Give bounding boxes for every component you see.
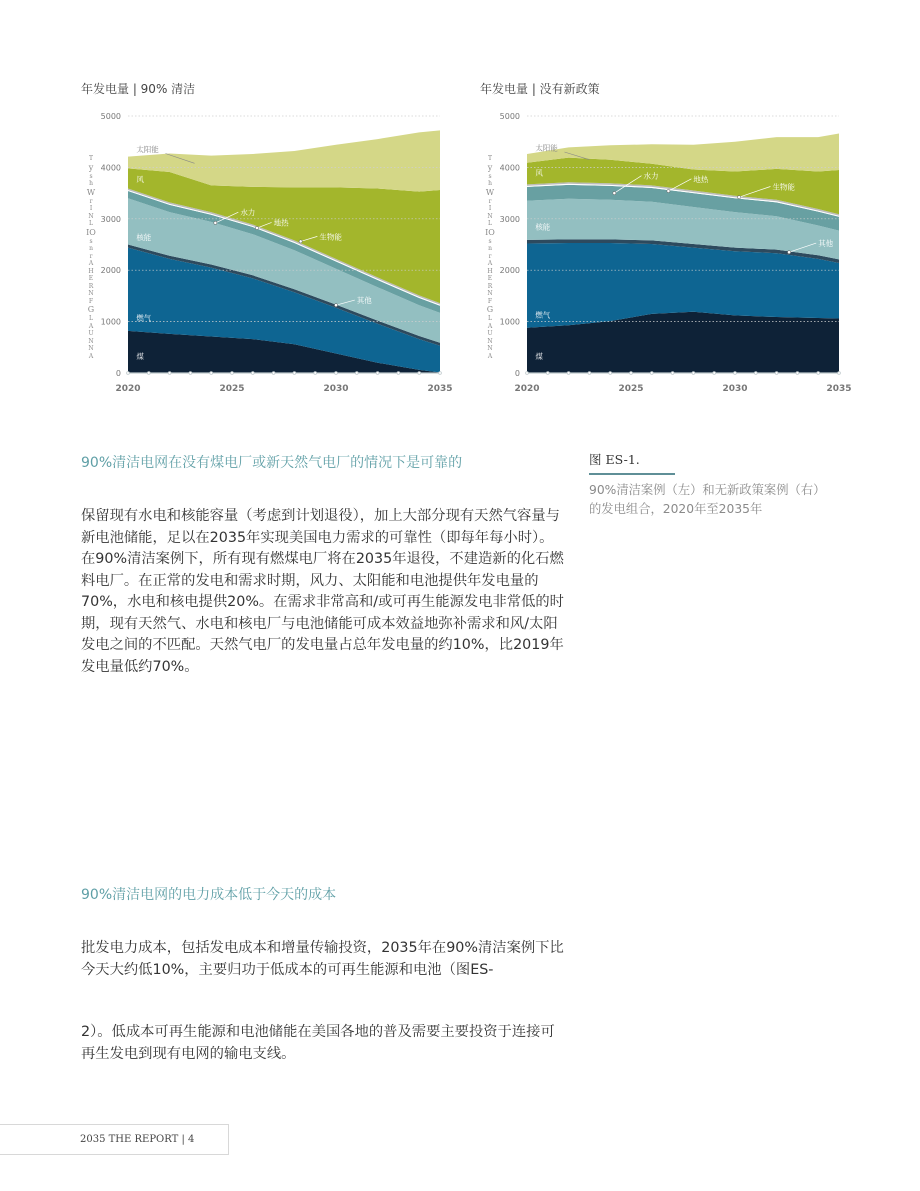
x-axis-dot <box>272 372 275 375</box>
section-heading-reliability: 90%清洁电网在没有煤电厂或新天然气电厂的情况下是可靠的 <box>81 455 463 471</box>
x-axis-dot <box>671 372 674 375</box>
y-tick-label: 4000 <box>499 163 520 173</box>
x-tick-label: 2035 <box>826 384 852 394</box>
series-label-geo: 地热 <box>693 174 709 184</box>
x-axis-dot <box>355 372 358 375</box>
x-axis-dot <box>418 372 421 375</box>
x-axis-dot <box>734 372 737 375</box>
label-marker-dot <box>787 251 790 254</box>
series-label-wind: 风 <box>535 168 543 178</box>
series-label-gas: 燃气 <box>136 313 152 323</box>
chart-right-title: 年发电量 | 没有新政策 <box>480 82 600 96</box>
x-axis-dot <box>210 372 213 375</box>
x-axis-dot <box>127 372 130 375</box>
y-tick-label: 4000 <box>100 163 121 173</box>
series-label-wind: 风 <box>136 174 144 184</box>
x-axis-dot <box>293 372 296 375</box>
x-axis-dot <box>376 372 379 375</box>
series-label-geo: 地热 <box>273 218 289 228</box>
section-heading-cost: 90%清洁电网的电力成本低于今天的成本 <box>81 887 337 903</box>
chart-right-y-title: T y s h W r I N L IO s n r A H E R N F G L A U N N A <box>485 155 495 360</box>
label-marker-dot <box>214 221 217 224</box>
figure-caption-title: 图 ES-1. <box>589 450 675 475</box>
x-axis-dot <box>775 372 778 375</box>
y-tick-label: 5000 <box>499 112 520 121</box>
x-axis-dot <box>251 372 254 375</box>
x-axis-dot <box>147 372 150 375</box>
chart-right <box>479 108 859 398</box>
y-tick-label: 0 <box>115 369 121 378</box>
x-tick-label: 2025 <box>618 384 644 394</box>
x-axis-dot <box>526 372 529 375</box>
series-label-hydro: 水力 <box>240 208 256 218</box>
label-marker-dot <box>255 226 258 229</box>
label-marker-dot <box>334 304 337 307</box>
x-tick-label: 2030 <box>722 384 748 394</box>
x-axis-dot <box>754 372 757 375</box>
series-label-nuclear: 核能 <box>535 222 551 232</box>
series-label-other: 其他 <box>356 296 372 306</box>
x-tick-label: 2025 <box>219 384 245 394</box>
x-axis-dot <box>838 372 841 375</box>
x-axis-dot <box>397 372 400 375</box>
x-axis-dot <box>630 372 633 375</box>
y-tick-label: 2000 <box>499 266 520 276</box>
y-tick-label: 5000 <box>100 112 121 121</box>
series-label-other: 其他 <box>818 239 834 249</box>
x-axis-dot <box>713 372 716 375</box>
series-label-hydro: 水力 <box>643 171 659 181</box>
footer-text: 2035 THE REPORT | 4 <box>80 1134 195 1145</box>
x-axis-dot <box>335 372 338 375</box>
y-tick-label: 2000 <box>100 266 121 276</box>
x-axis-dot <box>650 372 653 375</box>
x-axis-dot <box>168 372 171 375</box>
x-tick-label: 2035 <box>427 384 453 394</box>
series-label-coal: 煤 <box>136 352 144 362</box>
x-axis-dot <box>546 372 549 375</box>
label-marker-dot <box>667 189 670 192</box>
y-tick-label: 3000 <box>100 214 121 224</box>
paragraph-cost-part2: 2）。低成本可再生能源和电池储能在美国各地的普及需要主要投资于连接可再生发电到现有电网的输电支线。 <box>81 1024 555 1062</box>
series-label-bio: 生物能 <box>772 182 795 192</box>
series-label-solar: 太阳能 <box>136 144 159 154</box>
x-axis-dot <box>231 372 234 375</box>
x-tick-label: 2020 <box>514 384 540 394</box>
x-axis-dot <box>189 372 192 375</box>
x-axis-dot <box>817 372 820 375</box>
y-tick-label: 0 <box>514 369 520 378</box>
y-tick-label: 3000 <box>499 214 520 224</box>
x-axis-dot <box>692 372 695 375</box>
series-label-bio: 生物能 <box>319 232 342 242</box>
y-tick-label: 1000 <box>499 317 520 327</box>
label-marker-dot <box>299 240 302 243</box>
x-tick-label: 2020 <box>115 384 141 394</box>
chart-left-y-title: T y s h W r I N L IO s n r A H E R N F G L A U N N A <box>86 155 96 360</box>
x-axis-dot <box>796 372 799 375</box>
series-label-nuclear: 核能 <box>136 232 152 242</box>
chart-left <box>80 108 460 398</box>
label-marker-dot <box>613 192 616 195</box>
x-axis-dot <box>314 372 317 375</box>
x-tick-label: 2030 <box>323 384 349 394</box>
figure-caption-text: 90%清洁案例（左）和无新政策案例（右）的发电组合，2020年至2035年 <box>589 483 826 516</box>
series-label-coal: 煤 <box>535 352 543 362</box>
y-tick-label: 1000 <box>100 317 121 327</box>
paragraph-cost-part1: 批发电力成本，包括发电成本和增量传输投资，2035年在90%清洁案例下比今天大约低10%，主要归功于低成本的可再生能源和电池（图ES- <box>81 940 564 978</box>
x-axis-dot <box>609 372 612 375</box>
x-axis-dot <box>567 372 570 375</box>
series-label-solar: 太阳能 <box>535 143 558 153</box>
x-axis-dot <box>588 372 591 375</box>
label-marker-dot <box>738 196 741 199</box>
x-axis-dot <box>439 372 442 375</box>
chart-left-title: 年发电量 | 90% 清洁 <box>81 82 196 96</box>
series-label-gas: 燃气 <box>535 310 551 320</box>
paragraph-reliability: 保留现有水电和核能容量（考虑到计划退役），加上大部分现有天然气容量与新电池储能，足以在2035年实现美国电力需求的可靠性（即每年每小时）。在90%清洁案例下，所有现有燃煤电厂将在2035年退役，不建造新的化石燃料电厂。在正常的发电和需求时期，风力、太阳能和电池提供年发电量的70%，水电和核电提供20%。在需求非常高和/或可再生能源发电非常低的时期，现有天然气、水电和核电厂与电池储能可成本效益地弥补需求和风/太阳发电之间的不匹配。天然气电厂的发电量占总年发电量的约10%，比2019年发电量低约70%。 <box>81 508 564 675</box>
page-footer <box>0 1124 229 1155</box>
